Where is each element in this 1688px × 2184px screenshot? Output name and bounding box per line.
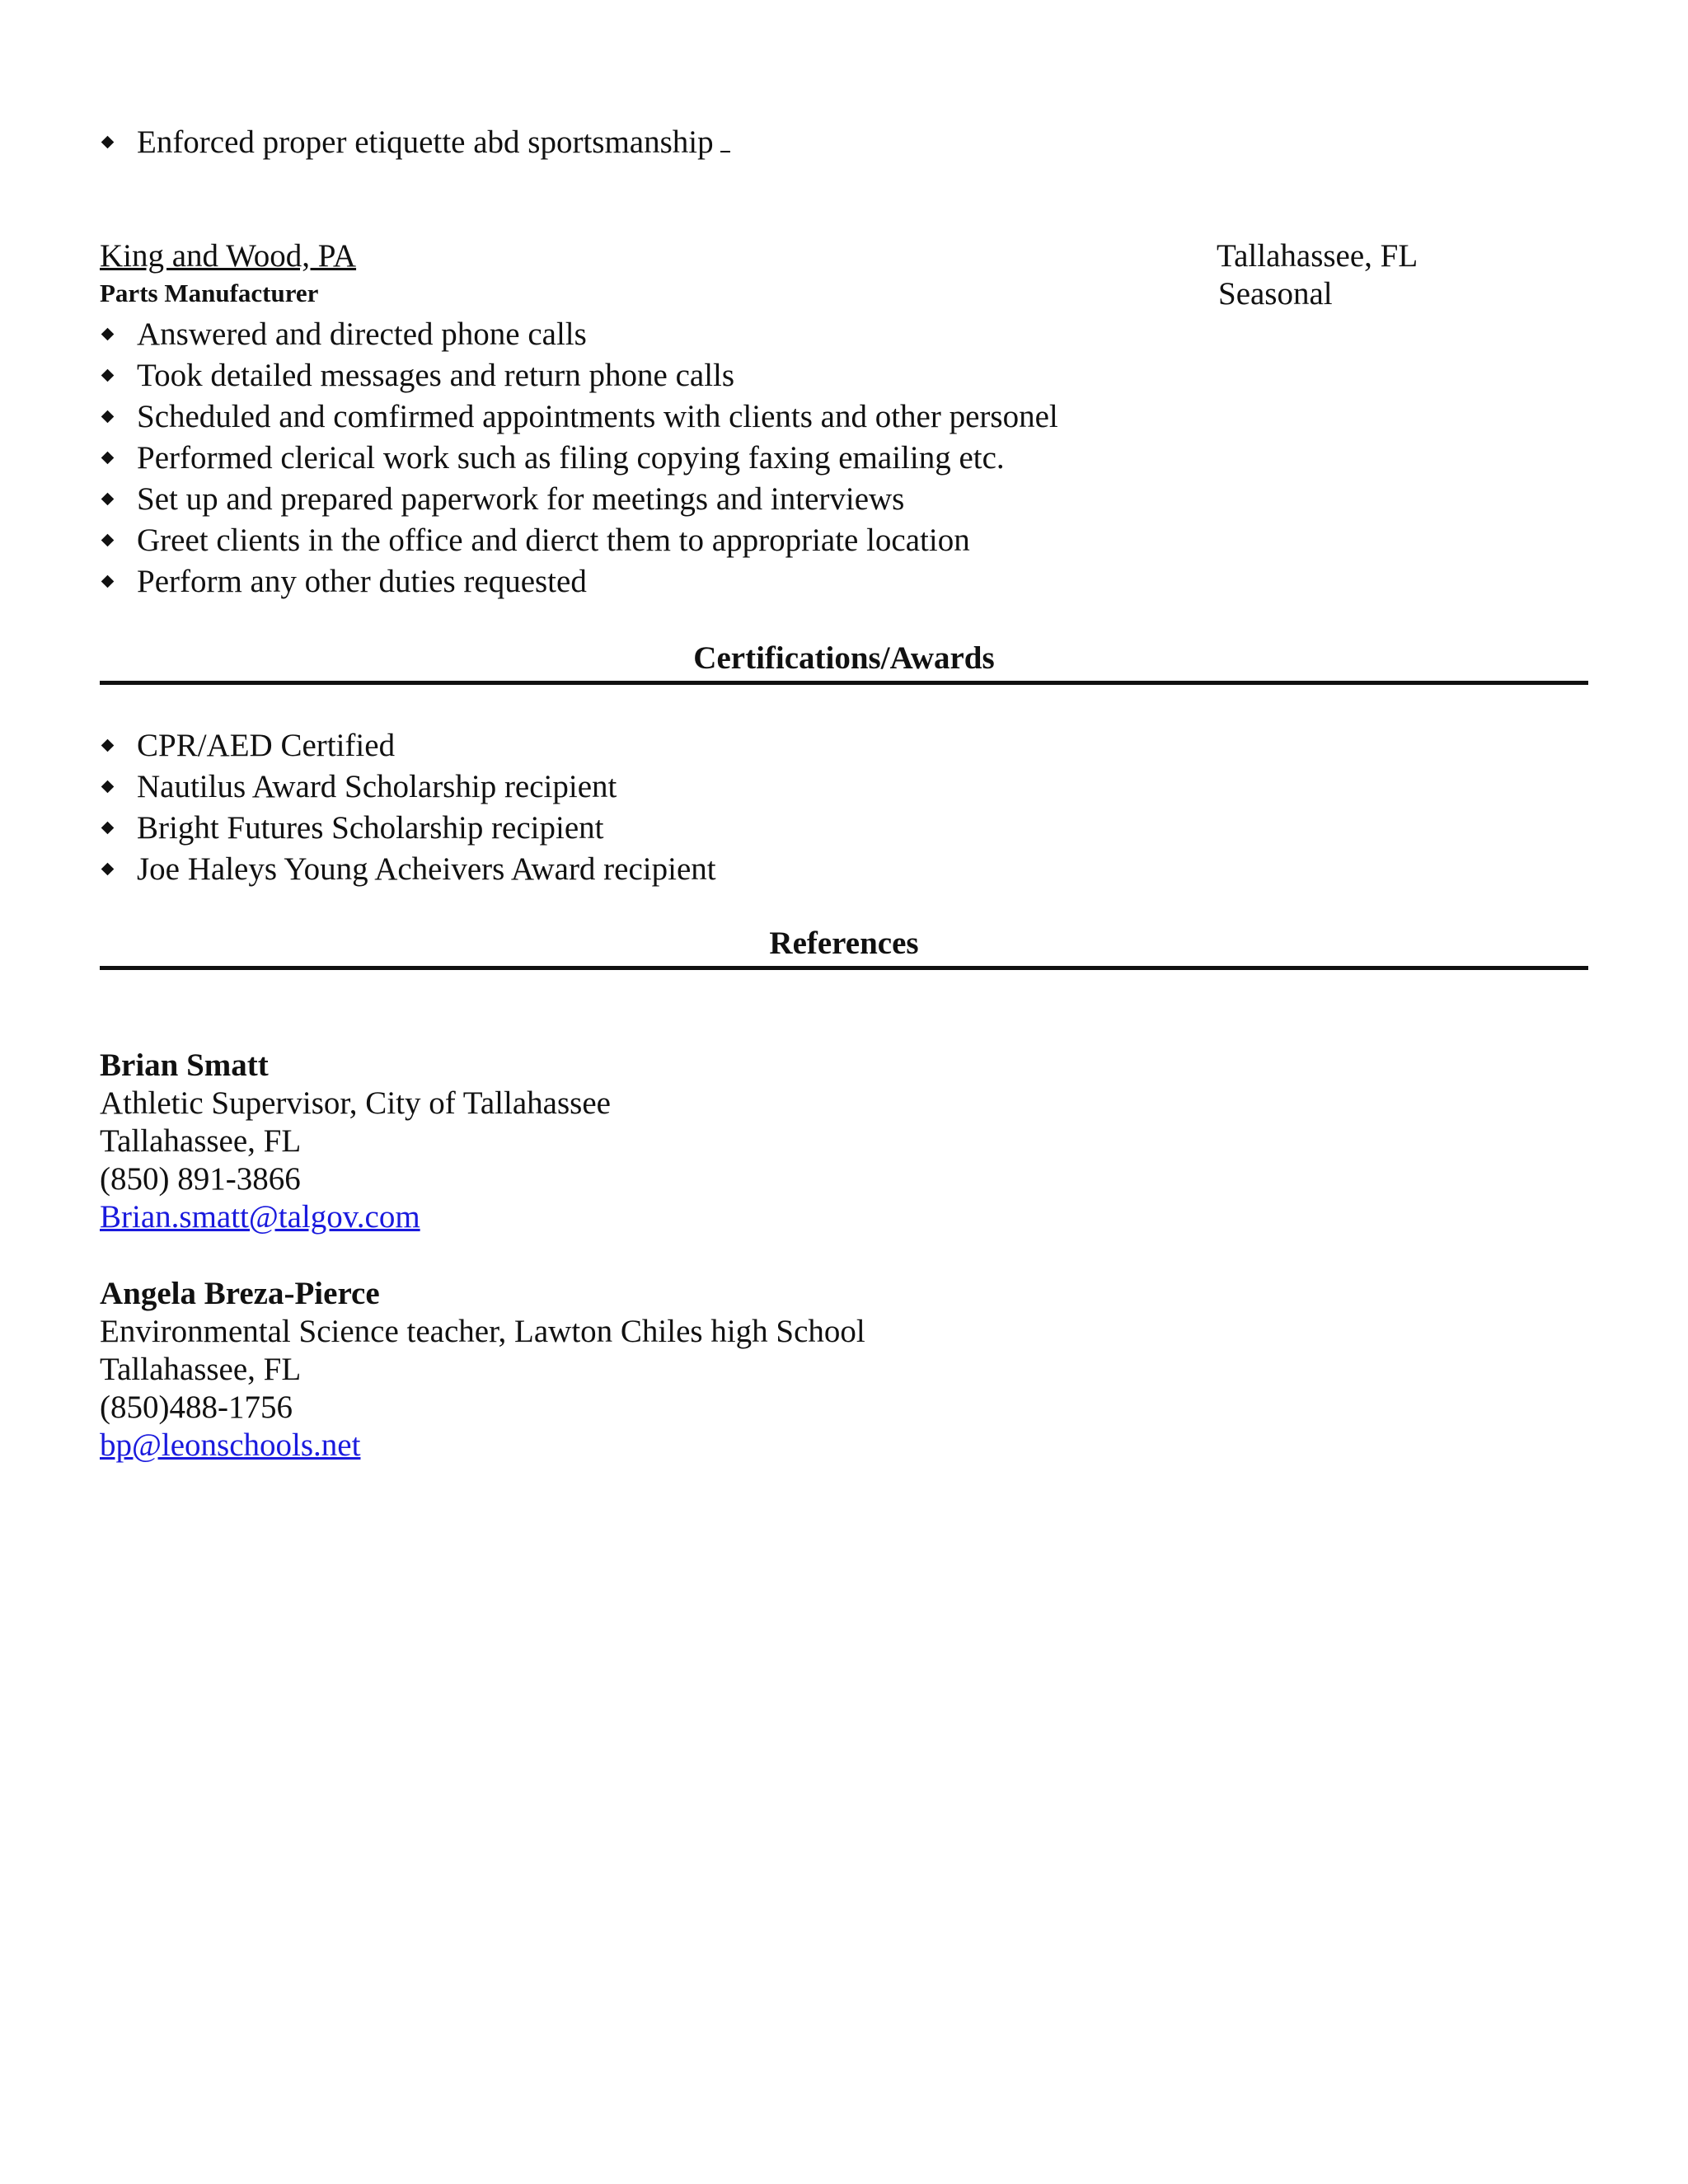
list-item <box>100 725 716 766</box>
diamond-bullet-icon <box>101 452 115 465</box>
job-location: Tallahassee, FL <box>1217 238 1418 274</box>
diamond-bullet-icon <box>101 136 115 149</box>
duty-text: Performed clerical work such as filing copying faxing emailing etc. <box>137 440 1005 476</box>
list-item <box>100 438 1058 479</box>
reference-email-link[interactable]: Brian.smatt@talgov.com <box>100 1199 420 1235</box>
certification-text: CPR/AED Certified <box>137 728 396 763</box>
reference-position: Athletic Supervisor, City of Tallahassee <box>100 1085 611 1121</box>
duty-text: Set up and prepared paperwork for meetings and interviews <box>137 481 905 517</box>
reference-location: Tallahassee, FL <box>100 1352 302 1387</box>
list-item <box>100 520 1058 561</box>
list-item <box>100 808 716 849</box>
diamond-bullet-icon <box>101 739 115 752</box>
reference-email-link[interactable]: bp@leonschools.net <box>100 1427 361 1463</box>
certification-text: Bright Futures Scholarship recipient <box>137 810 604 846</box>
references-heading: References <box>100 923 1588 970</box>
diamond-bullet-icon <box>101 780 115 794</box>
duty-text: Scheduled and comfirmed appointments with clients and other personel <box>137 399 1058 434</box>
certification-text: Joe Haleys Young Acheivers Award recipient <box>137 851 716 887</box>
reference-entry <box>100 1275 1336 1465</box>
trailing-underline <box>720 126 730 152</box>
reference-position: Environmental Science teacher, Lawton Chiles high School <box>100 1314 865 1349</box>
diamond-bullet-icon <box>101 410 115 424</box>
reference-phone: (850)488-1756 <box>100 1390 293 1425</box>
diamond-bullet-icon <box>101 822 115 835</box>
job-header <box>100 236 1588 310</box>
certifications-list <box>100 725 716 890</box>
list-item <box>100 479 1058 520</box>
reference-name: Angela Breza-Pierce <box>100 1276 380 1311</box>
resume-page <box>100 0 1588 2184</box>
list-item <box>100 314 1058 355</box>
duty-text: Enforced proper etiquette abd sportsmanship <box>137 124 714 160</box>
duty-text: Took detailed messages and return phone calls <box>137 358 735 393</box>
diamond-bullet-icon <box>101 863 115 876</box>
reference-phone: (850) 891-3866 <box>100 1161 301 1197</box>
reference-location: Tallahassee, FL <box>100 1123 302 1159</box>
diamond-bullet-icon <box>101 369 115 382</box>
list-item <box>100 766 716 808</box>
duty-text: Answered and directed phone calls <box>137 316 587 352</box>
diamond-bullet-icon <box>101 493 115 506</box>
job-term: Seasonal <box>1218 276 1333 312</box>
diamond-bullet-icon <box>101 328 115 341</box>
list-item <box>100 849 716 890</box>
job-duties-list <box>100 314 1058 602</box>
duty-text: Perform any other duties requested <box>137 564 587 599</box>
reference-entry <box>100 1047 1336 1236</box>
diamond-bullet-icon <box>101 534 115 547</box>
list-item <box>100 396 1058 438</box>
job-title: Parts Manufacturer <box>100 279 319 307</box>
list-item <box>100 122 730 163</box>
diamond-bullet-icon <box>101 575 115 588</box>
reference-name: Brian Smatt <box>100 1047 269 1083</box>
certifications-heading: Certifications/Awards <box>100 638 1588 685</box>
certification-text: Nautilus Award Scholarship recipient <box>137 769 617 804</box>
duty-text: Greet clients in the office and dierct them to appropriate location <box>137 523 970 558</box>
list-item <box>100 561 1058 602</box>
previous-job-duties <box>100 122 730 163</box>
employer-name: King and Wood, PA <box>100 238 357 274</box>
list-item <box>100 355 1058 396</box>
